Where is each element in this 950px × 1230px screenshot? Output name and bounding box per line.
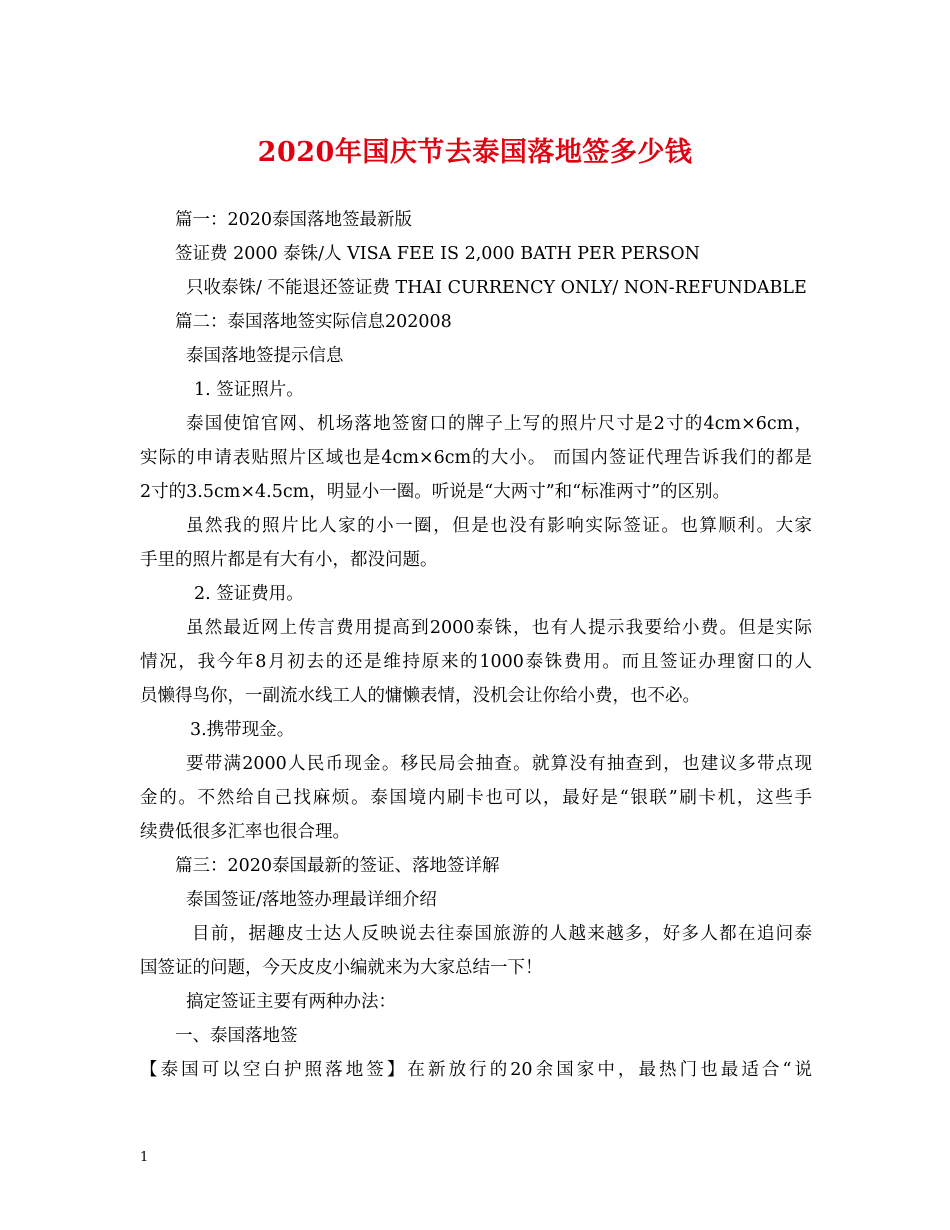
paragraph-line: 只收泰铢/ 不能退还签证费 THAI CURRENCY ONLY/ NON-REFUNDABLE: [186, 278, 807, 298]
section-heading-1: 篇一：2020泰国落地签最新版: [175, 210, 413, 230]
paragraph-line: 实际的申请表贴照片区域也是4cm×6cm的大小。 而国内签证代理告诉我们的都是: [140, 448, 812, 468]
paragraph-line: 国签证的问题，今天皮皮小编就来为大家总结一下！: [140, 958, 543, 978]
subheading: 泰国落地签提示信息: [186, 346, 344, 366]
paragraph-line: 虽然最近网上传言费用提高到2000泰铢，也有人提示我要给小费。但是实际: [186, 618, 812, 638]
paragraph-line: 手里的照片都是有大有小，都没问题。: [140, 550, 438, 570]
section-heading-3: 篇三：2020泰国最新的签证、落地签详解: [175, 856, 500, 876]
paragraph-line: 情况，我今年8月初去的还是维持原来的1000泰铢费用。而且签证办理窗口的人: [140, 652, 812, 672]
paragraph-line: 搞定签证主要有两种办法：: [186, 992, 396, 1012]
paragraph-line: 虽然我的照片比人家的小一圈，但是也没有影响实际签证。也算顺利。大家: [186, 516, 812, 536]
paragraph-line: 目前，据趣皮士达人反映说去往泰国旅游的人越来越多，好多人都在追问泰: [192, 924, 812, 944]
paragraph-line: 要带满2000人民币现金。移民局会抽查。就算没有抽查到，也建议多带点现: [186, 754, 812, 774]
paragraph-line: 员懒得鸟你，一副流水线工人的慵懒表情，没机会让你给小费，也不必。: [140, 686, 700, 706]
paragraph-line: 【泰国可以空白护照落地签】在新放行的20余国家中，最热门也最适合“说: [140, 1060, 812, 1080]
document-title: 2020年国庆节去泰国落地签多少钱: [257, 137, 693, 168]
section-heading-2: 篇二：泰国落地签实际信息202008: [175, 312, 452, 332]
subheading: 一、泰国落地签: [175, 1026, 298, 1046]
list-item-heading: 1. 签证照片。: [194, 380, 304, 400]
subheading: 泰国签证/落地签办理最详细介绍: [186, 890, 437, 910]
list-item-heading: 2. 签证费用。: [194, 584, 304, 604]
paragraph-line: 2寸的3.5cm×4.5cm，明显小一圈。听说是“大两寸”和“标准两寸”的区别。: [140, 482, 731, 502]
page-number: 1: [140, 1150, 149, 1165]
list-item-heading: 3.携带现金。: [190, 720, 295, 740]
paragraph-line: 金的。不然给自己找麻烦。泰国境内刷卡也可以，最好是“银联”刷卡机，这些手: [140, 788, 812, 808]
paragraph-line: 签证费 2000 泰铢/人 VISA FEE IS 2,000 BATH PER PERSON: [175, 244, 700, 264]
paragraph-line: 续费低很多汇率也很合理。: [140, 822, 350, 842]
paragraph-line: 泰国使馆官网、机场落地签窗口的牌子上写的照片尺寸是2寸的4cm×6cm，: [186, 414, 812, 434]
